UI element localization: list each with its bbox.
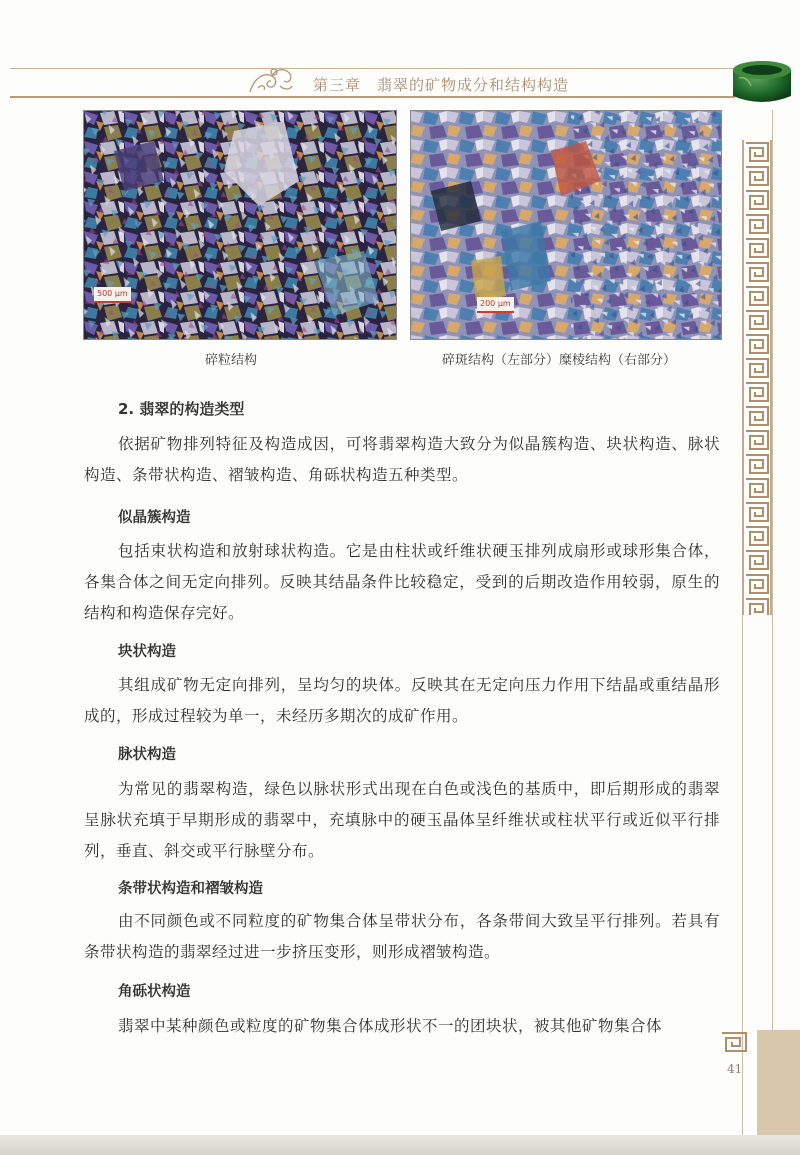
subsection-text: 翡翠中某种颜色或粒度的矿物集合体成形状不一的团块状，被其他矿物集合体 bbox=[118, 1017, 663, 1035]
page-number: 41 bbox=[727, 1062, 743, 1076]
subsection-title: 脉状构造 bbox=[118, 747, 176, 763]
subsection-text: 其组成矿物无定向排列，呈均匀的块体。反映其在无定向压力作用下结晶或重结晶形成的，形成过程较为单一，未经历多期次的成矿作用。 bbox=[84, 676, 720, 725]
micrograph-cataclastic-image bbox=[84, 111, 396, 339]
header-rule-bottom bbox=[10, 96, 735, 98]
scale-bar-left: 500 μm bbox=[94, 287, 131, 303]
figure-caption-right: 碎斑结构（左部分）糜棱结构（右部分） bbox=[442, 353, 677, 368]
floral-ornament-icon bbox=[246, 64, 296, 96]
subsection-text: 由不同颜色或不同粒度的矿物集合体呈带状分布，各条带间大致呈平行排列。若具有条带状构造的翡翠经过进一步挤压变形，则形成褶皱构造。 bbox=[84, 912, 720, 961]
scale-bar-right: 200 μm bbox=[477, 297, 514, 313]
corner-block bbox=[757, 1030, 800, 1140]
page-bottom-edge bbox=[0, 1135, 800, 1155]
micrograph-left bbox=[83, 110, 397, 340]
micrograph-porphyroclastic-image bbox=[411, 111, 721, 339]
figure-caption-left: 碎粒结构 bbox=[205, 353, 258, 368]
intro-paragraph: 依据矿物排列特征及构造成因，可将翡翠构造大致分为似晶簇构造、块状构造、脉状构造、条带状构造、褶皱构造、角砾状构造五种类型。 bbox=[84, 435, 720, 484]
subsection-title: 似晶簇构造 bbox=[118, 510, 191, 526]
subsection-text: 为常见的翡翠构造，绿色以脉状形式出现在白色或浅色的基质中，即后期形成的翡翠呈脉状充填于早期形成的翡翠中，充填脉中的硬玉晶体呈纤维状或柱状平行或近似平行排列，垂直、斜交或平行脉壁分布。 bbox=[84, 780, 720, 860]
margin-rule bbox=[772, 110, 773, 1140]
header-rule-top bbox=[10, 68, 790, 69]
greek-key-corner-icon bbox=[720, 1030, 750, 1054]
subsection-title: 块状构造 bbox=[118, 644, 176, 660]
chapter-title: 第三章 翡翠的矿物成分和结构构造 bbox=[313, 76, 570, 94]
greek-key-border-icon bbox=[742, 140, 772, 615]
micrograph-right bbox=[410, 110, 722, 340]
section-heading: 2. 翡翠的构造类型 bbox=[118, 400, 245, 418]
jade-bangle-icon bbox=[727, 56, 797, 112]
subsection-title: 条带状构造和褶皱构造 bbox=[118, 881, 263, 897]
subsection-text: 包括束状构造和放射球状构造。它是由柱状或纤维状硬玉排列成扇形或球形集合体，各集合体之间无定向排列。反映其结晶条件比较稳定，受到的后期改造作用较弱，原生的结构和构造保存完好。 bbox=[84, 542, 720, 622]
subsection-title: 角砾状构造 bbox=[118, 984, 191, 1000]
